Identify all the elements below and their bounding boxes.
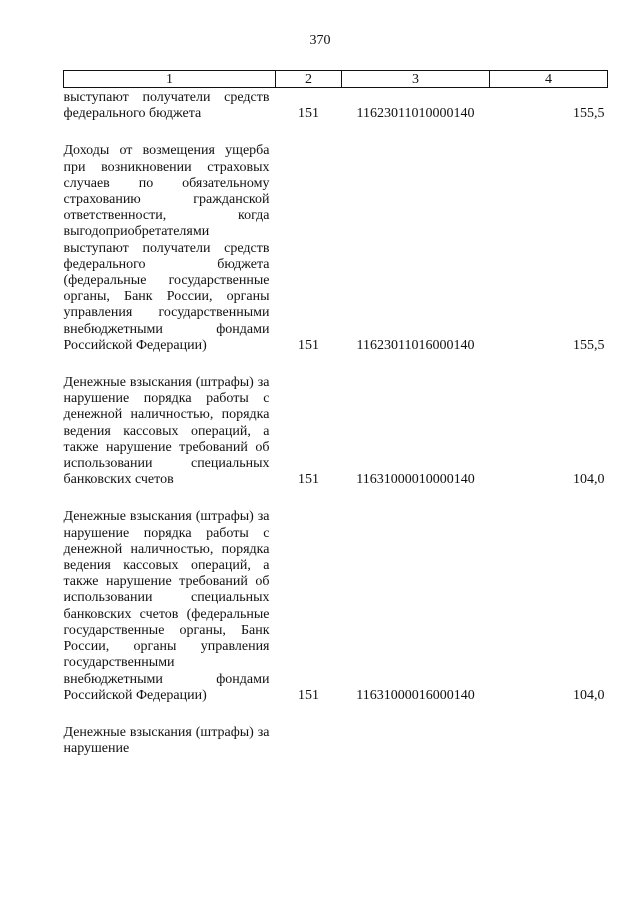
row-chapter: 151 [298, 106, 319, 122]
row-amount [490, 704, 608, 757]
row-description: Денежные взыскания (штрафы) за нарушение [63, 724, 270, 757]
page-number: 370 [309, 33, 331, 48]
row-chapter: 151 [298, 472, 319, 488]
header-col-2: 2 [276, 71, 342, 88]
table-row [64, 122, 608, 354]
budget-table [63, 70, 608, 757]
table-header [64, 71, 608, 88]
row-chapter [276, 704, 342, 757]
table-row [64, 354, 608, 488]
row-amount: 155,5 [573, 337, 605, 353]
row-amount: 104,0 [573, 472, 605, 488]
row-description: Денежные взыскания (штрафы) за нарушение порядка работы с денежной наличностью, порядка ведения кассовых операций, а также нарушение требований об использовании специальных банковских счетов (федеральные государственные органы, Банк России, органы управления государственными внебюджетными фондами Российской Федерации) [63, 509, 270, 703]
header-col-4: 4 [490, 71, 608, 88]
table-body [64, 88, 608, 758]
row-code: 11631000016000140 [356, 687, 475, 703]
row-code: 11623011016000140 [356, 337, 475, 353]
row-chapter: 151 [298, 687, 319, 703]
row-description: Доходы от возмещения ущерба при возникновении страховых случаев по обязательному страхованию гражданской ответственности, когда выгодоприобретателями выступают получатели средств федерального бюджета (федеральные государственные органы, Банк России, органы управления государственными внебюджетными фондами Российской Федерации) [63, 143, 270, 353]
table-row [64, 488, 608, 703]
row-chapter: 151 [298, 337, 319, 353]
row-description: Денежные взыскания (штрафы) за нарушение порядка работы с денежной наличностью, порядка ведения кассовых операций, а также нарушение требований об использовании специальных банковских счетов [63, 375, 270, 488]
header-col-1: 1 [64, 71, 276, 88]
row-code [342, 704, 490, 757]
row-code: 11623011010000140 [356, 106, 475, 122]
row-amount: 155,5 [573, 106, 605, 122]
table-row [64, 88, 608, 123]
header-row [64, 71, 608, 88]
row-description: выступают получатели средств федерального бюджета [63, 90, 270, 122]
header-col-3: 3 [342, 71, 490, 88]
row-code: 11631000010000140 [356, 472, 475, 488]
table-row [64, 704, 608, 757]
row-amount: 104,0 [573, 687, 605, 703]
